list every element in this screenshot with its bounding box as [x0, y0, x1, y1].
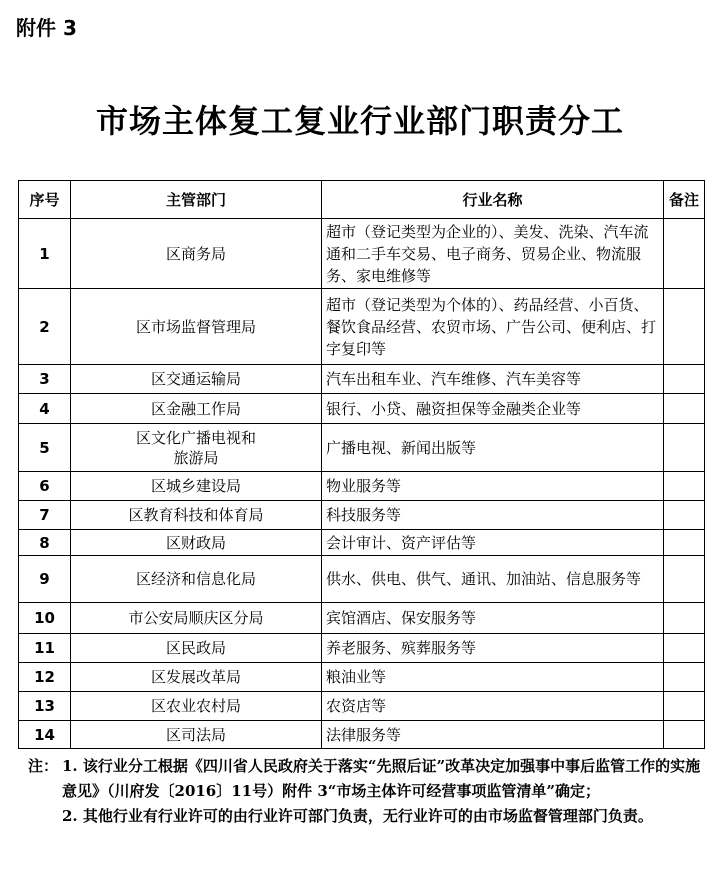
table-row	[19, 394, 705, 424]
row-note	[664, 721, 705, 749]
row-note	[664, 634, 705, 663]
row-no: 2	[19, 289, 71, 365]
row-dept: 区市场监督管理局	[71, 289, 322, 365]
row-note	[664, 289, 705, 365]
row-industry: 宾馆酒店、保安服务等	[322, 603, 664, 634]
table-row	[19, 219, 705, 289]
footnote-1	[28, 754, 710, 804]
row-no: 4	[19, 394, 71, 424]
row-industry: 会计审计、资产评估等	[322, 530, 664, 556]
row-dept: 区财政局	[71, 530, 322, 556]
footnote-lead: 注：	[28, 757, 59, 775]
row-no: 5	[19, 424, 71, 472]
row-note	[664, 692, 705, 721]
footnote-1-text: 1. 该行业分工根据《四川省人民政府关于落实“先照后证”改革决定加强事中事后监管工作的实施意见》（川府发〔2016〕11号）附件 3“市场主体许可经营事项监管清单”确定；	[62, 757, 701, 800]
row-no: 8	[19, 530, 71, 556]
row-no: 3	[19, 365, 71, 394]
row-dept: 区城乡建设局	[71, 472, 322, 501]
footnote-2	[62, 804, 710, 829]
row-note	[664, 603, 705, 634]
page-title: 市场主体复工复业行业部门职责分工	[95, 102, 624, 140]
row-dept: 区农业农村局	[71, 692, 322, 721]
header-no: 序号	[19, 181, 71, 219]
table-row	[19, 556, 705, 603]
table-row	[19, 530, 705, 556]
row-industry: 养老服务、殡葬服务等	[322, 634, 664, 663]
row-note	[664, 219, 705, 289]
row-dept: 区金融工作局	[71, 394, 322, 424]
table-row	[19, 721, 705, 749]
row-dept: 市公安局顺庆区分局	[71, 603, 322, 634]
row-dept: 区司法局	[71, 721, 322, 749]
row-dept: 区发展改革局	[71, 663, 322, 692]
row-dept: 区商务局	[71, 219, 322, 289]
footnotes	[28, 754, 710, 829]
table-row	[19, 603, 705, 634]
row-no: 12	[19, 663, 71, 692]
row-industry: 银行、小贷、融资担保等金融类企业等	[322, 394, 664, 424]
row-industry: 粮油业等	[322, 663, 664, 692]
row-no: 13	[19, 692, 71, 721]
header-note: 备注	[664, 181, 705, 219]
table-header-row	[19, 181, 705, 219]
row-note	[664, 472, 705, 501]
row-note	[664, 424, 705, 472]
table-row	[19, 692, 705, 721]
table-row	[19, 424, 705, 472]
row-no: 6	[19, 472, 71, 501]
table-row	[19, 365, 705, 394]
row-note	[664, 663, 705, 692]
row-no: 1	[19, 219, 71, 289]
row-note	[664, 365, 705, 394]
table-row	[19, 472, 705, 501]
header-industry: 行业名称	[322, 181, 664, 219]
table-row	[19, 663, 705, 692]
row-industry: 农资店等	[322, 692, 664, 721]
row-note	[664, 501, 705, 530]
row-industry: 超市（登记类型为企业的）、美发、洗染、汽车流通和二手车交易、电子商务、贸易企业、物流服务、家电维修等	[322, 219, 664, 289]
table-row	[19, 289, 705, 365]
row-industry: 法律服务等	[322, 721, 664, 749]
row-no: 10	[19, 603, 71, 634]
row-industry: 物业服务等	[322, 472, 664, 501]
row-note	[664, 556, 705, 603]
row-note	[664, 530, 705, 556]
row-dept: 区民政局	[71, 634, 322, 663]
row-no: 14	[19, 721, 71, 749]
duty-table	[18, 180, 705, 749]
row-industry: 超市（登记类型为个体的）、药品经营、小百货、餐饮食品经营、农贸市场、广告公司、便利店、打字复印等	[322, 289, 664, 365]
row-dept: 区文化广播电视和旅游局	[71, 424, 322, 472]
row-dept: 区交通运输局	[71, 365, 322, 394]
row-industry: 供水、供电、供气、通讯、加油站、信息服务等	[322, 556, 664, 603]
row-no: 11	[19, 634, 71, 663]
row-dept: 区教育科技和体育局	[71, 501, 322, 530]
table-row	[19, 634, 705, 663]
row-industry: 科技服务等	[322, 501, 664, 530]
attachment-label: 附件 3	[16, 16, 77, 40]
row-industry: 汽车出租车业、汽车维修、汽车美容等	[322, 365, 664, 394]
header-dept: 主管部门	[71, 181, 322, 219]
footnote-2-text: 2. 其他行业有行业许可的由行业许可部门负责，无行业许可的由市场监督管理部门负责。	[62, 807, 653, 825]
row-industry: 广播电视、新闻出版等	[322, 424, 664, 472]
row-dept: 区经济和信息化局	[71, 556, 322, 603]
row-no: 9	[19, 556, 71, 603]
row-note	[664, 394, 705, 424]
table-row	[19, 501, 705, 530]
row-no: 7	[19, 501, 71, 530]
